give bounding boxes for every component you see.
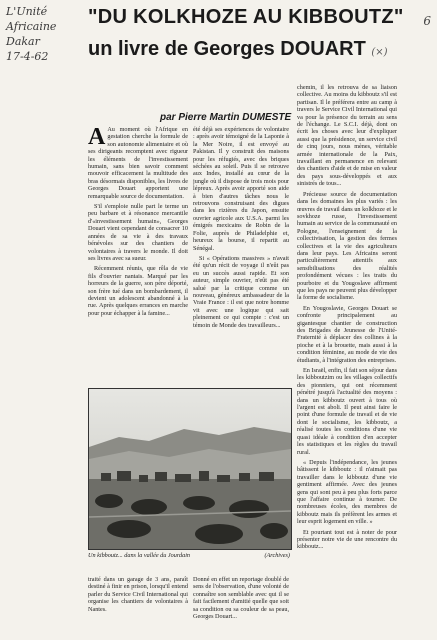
- article-column-1-bottom: [88, 576, 188, 638]
- paragraph: Récemment réunis, que rêla de vie fils d'ouvrier nantais. Marqué par les horreurs de la guerre, son père déporté, son frère tué dans un bombardement, il devient un adolescent abandonné à la rue. Après quelques errances en marche pour pour échapper à la famine...: [88, 265, 188, 317]
- paragraph: Si « Opérations massives » n'avait été qu'un récit de voyage il n'eût pas eu un succès aussi rapide. Et son auteur, simple ouvrier, n'eût pas été salué par la critique comme un nouveau, généreux ambassadeur de la Vraie France : il est que notre homme vit avec une logique qui sait pleinement ce qui compte : c'est un témoin de Monde des travailleurs...: [193, 254, 289, 329]
- article-subheadline-text: un livre de Georges DOUART: [88, 38, 366, 60]
- handwritten-note-date: 17-4-62: [6, 50, 49, 63]
- article-column-2-bottom: [193, 576, 289, 638]
- photo-caption: [88, 552, 290, 559]
- paragraph: traité dans un garage de 3 ans, paraît destiné à finir en prison, lorsqu'il entend parler du Service Civil International qui organise les chantiers de volontaires à Nantes.: [88, 576, 188, 613]
- article-column-1: [88, 126, 188, 384]
- paragraph: « Depuis l'indépendance, les jeunes bâtissent le kibboutz : il n'aimait pas travailler dans le kibboutz d'une vie gentiment affirmée. Avec des jeunes gens qui sont peu à peu plus forts parce que l'affaire continue à tourner. De nombreuses écoles, des membres de kibboutz mais ils préfèrent les armes et leur esprit logement en ville. »: [297, 458, 397, 526]
- article-subheadline: [88, 38, 428, 61]
- drop-cap: A: [88, 126, 106, 150]
- article-column-2: [193, 126, 289, 384]
- article-headline: "DU KOLKHOZE AU KIBBOUTZ": [88, 6, 404, 28]
- paragraph: Précieuse source de documentation dans les domaines les plus variés : les œuvres de travail dans un kolkhoze et le sovkhoze russe, l'investissement humain au service de la communauté en Pologne, l'enseignement de la collectivisation, la gestion des fermes collectives et la vie des agriculteurs dans leur pays. Les Africains seront particulièrement attentifs aux sensibilisations des réalités profondément vécues : les traits du pourboire et du Yougoslave affirment que les pays ne peuvent plus développer la forme de socialisme.: [297, 190, 397, 302]
- paragraph: Donné en effet un reportage doublé de sens de l'observation, d'une volonté de connaître son semblable avec qui il se fait facilement d'amitié quelle que soit sa condition ou sa couleur de sa peau, Georges Douart...: [193, 576, 289, 621]
- handwritten-note-line: Africaine: [6, 20, 57, 33]
- handwritten-note-line: Dakar: [6, 35, 40, 48]
- article-column-3: [297, 84, 397, 634]
- paragraph: [88, 126, 188, 200]
- photo-caption-text: Un kibboutz... dans la vallée du Jourdain: [88, 552, 191, 559]
- page-mark: 6: [423, 14, 431, 28]
- paragraph: En Israël, enfin, il fait son séjour dans les kibboutzim ou les villages collectifs des pionniers, qui ont récemment pénétré jusqu'à l'actualité des moyens : dans un kibboutz ouvert à tous où l'argent est aboli. Il peut ainsi faire le point d'une formule de travail et de vie dont le socialisme, les kibboutz, a réalisé toutes les conditions d'une vie quasi idéale à condition d'en accepter les statistiques et les règles du travail rural.: [297, 367, 397, 456]
- paragraph: S'il s'emploie nulle part le terme un peu barbare et à résonance mercantile d'«investissement humain», Georges Douart vient cependant de consacrer 10 années de sa vie à des travaux bénévoles sur des chantiers de volontaires à travers le monde. Il doit ses livres avec sa sueur.: [88, 203, 188, 262]
- kibbutz-landscape-image: [89, 389, 291, 549]
- paragraph: Et pourtant tout est à noter de pour présenter notre vie de une rencontre du kibboutz...: [297, 528, 397, 551]
- kibbutz-photo: [88, 388, 292, 550]
- paragraph: chemin, il les retrouva de sa liaison collective. Au moins du kibboutz s'il est partisan. Il le préférera entre au camp à travers le Service Civil International qui va pour la présence du terrain au sens de l'échange. Le S.C.I. déjà, dont on écrit les choses avec leur d'expliquer aussi que la présidence, un service civil de cinq jours, nous mènes, véritable armée internationale de la Paix, travaillant en permanence en relevant des chantiers d'aide et de mise en valeur des pays sous-développés et aux sinistrés de tous...: [297, 84, 397, 188]
- footnote-mark: (×): [371, 47, 388, 58]
- handwritten-note-line: L'Unité: [6, 5, 48, 18]
- article-byline: par Pierre Martin DUMESTE: [160, 112, 292, 123]
- paragraph: En Yougoslavie, Georges Douart se confronte principalement au gigantesque chantier de construction des Brigades de Jeunesse de l'Unité-Fraternité à déplacer des collines à la pioche et à la brouette, mais aussi à la condition féminine, au mode de vie des étudiants, à l'intégration des entreprises.: [297, 304, 397, 364]
- photo-credit: (Archives): [264, 552, 290, 559]
- paragraph: été déjà ses expériences de volontaire : après avoir témoigné de la Laponie à la Mer Noire, il est envoyé au Pakistan. Il y construit des maisons pour les réfugiés, avec des briques séchées au soleil. Puis il se retrouve aux Indes, installé au cœur de la jungle où il dispose de trois mois pour lépreux. Après avoir apporté son aide à bien d'autres tâches nous le retrouvons construisant des digues dans les rizières du Japon, ensuite ouvrier agricole aux U.S.A. parmi les émigrés mexicains de Robin de la Folie, auprès de Philadelphie et, heureux la bourse, il repartit au Sénégal.: [193, 126, 289, 252]
- handwritten-note: [6, 4, 84, 64]
- paragraph-text: Au moment où l'Afrique en gestation cherche la formule de son autonomie alimentaire et où ses dirigeants recomptent avec rigueur les éléments de l'investissement humain, sans bien savoir comment mouvoir efficacement la multitude des bras désormais disponibles, les livres de Georges Douart apportent une remarquable source de documentation.: [88, 126, 188, 200]
